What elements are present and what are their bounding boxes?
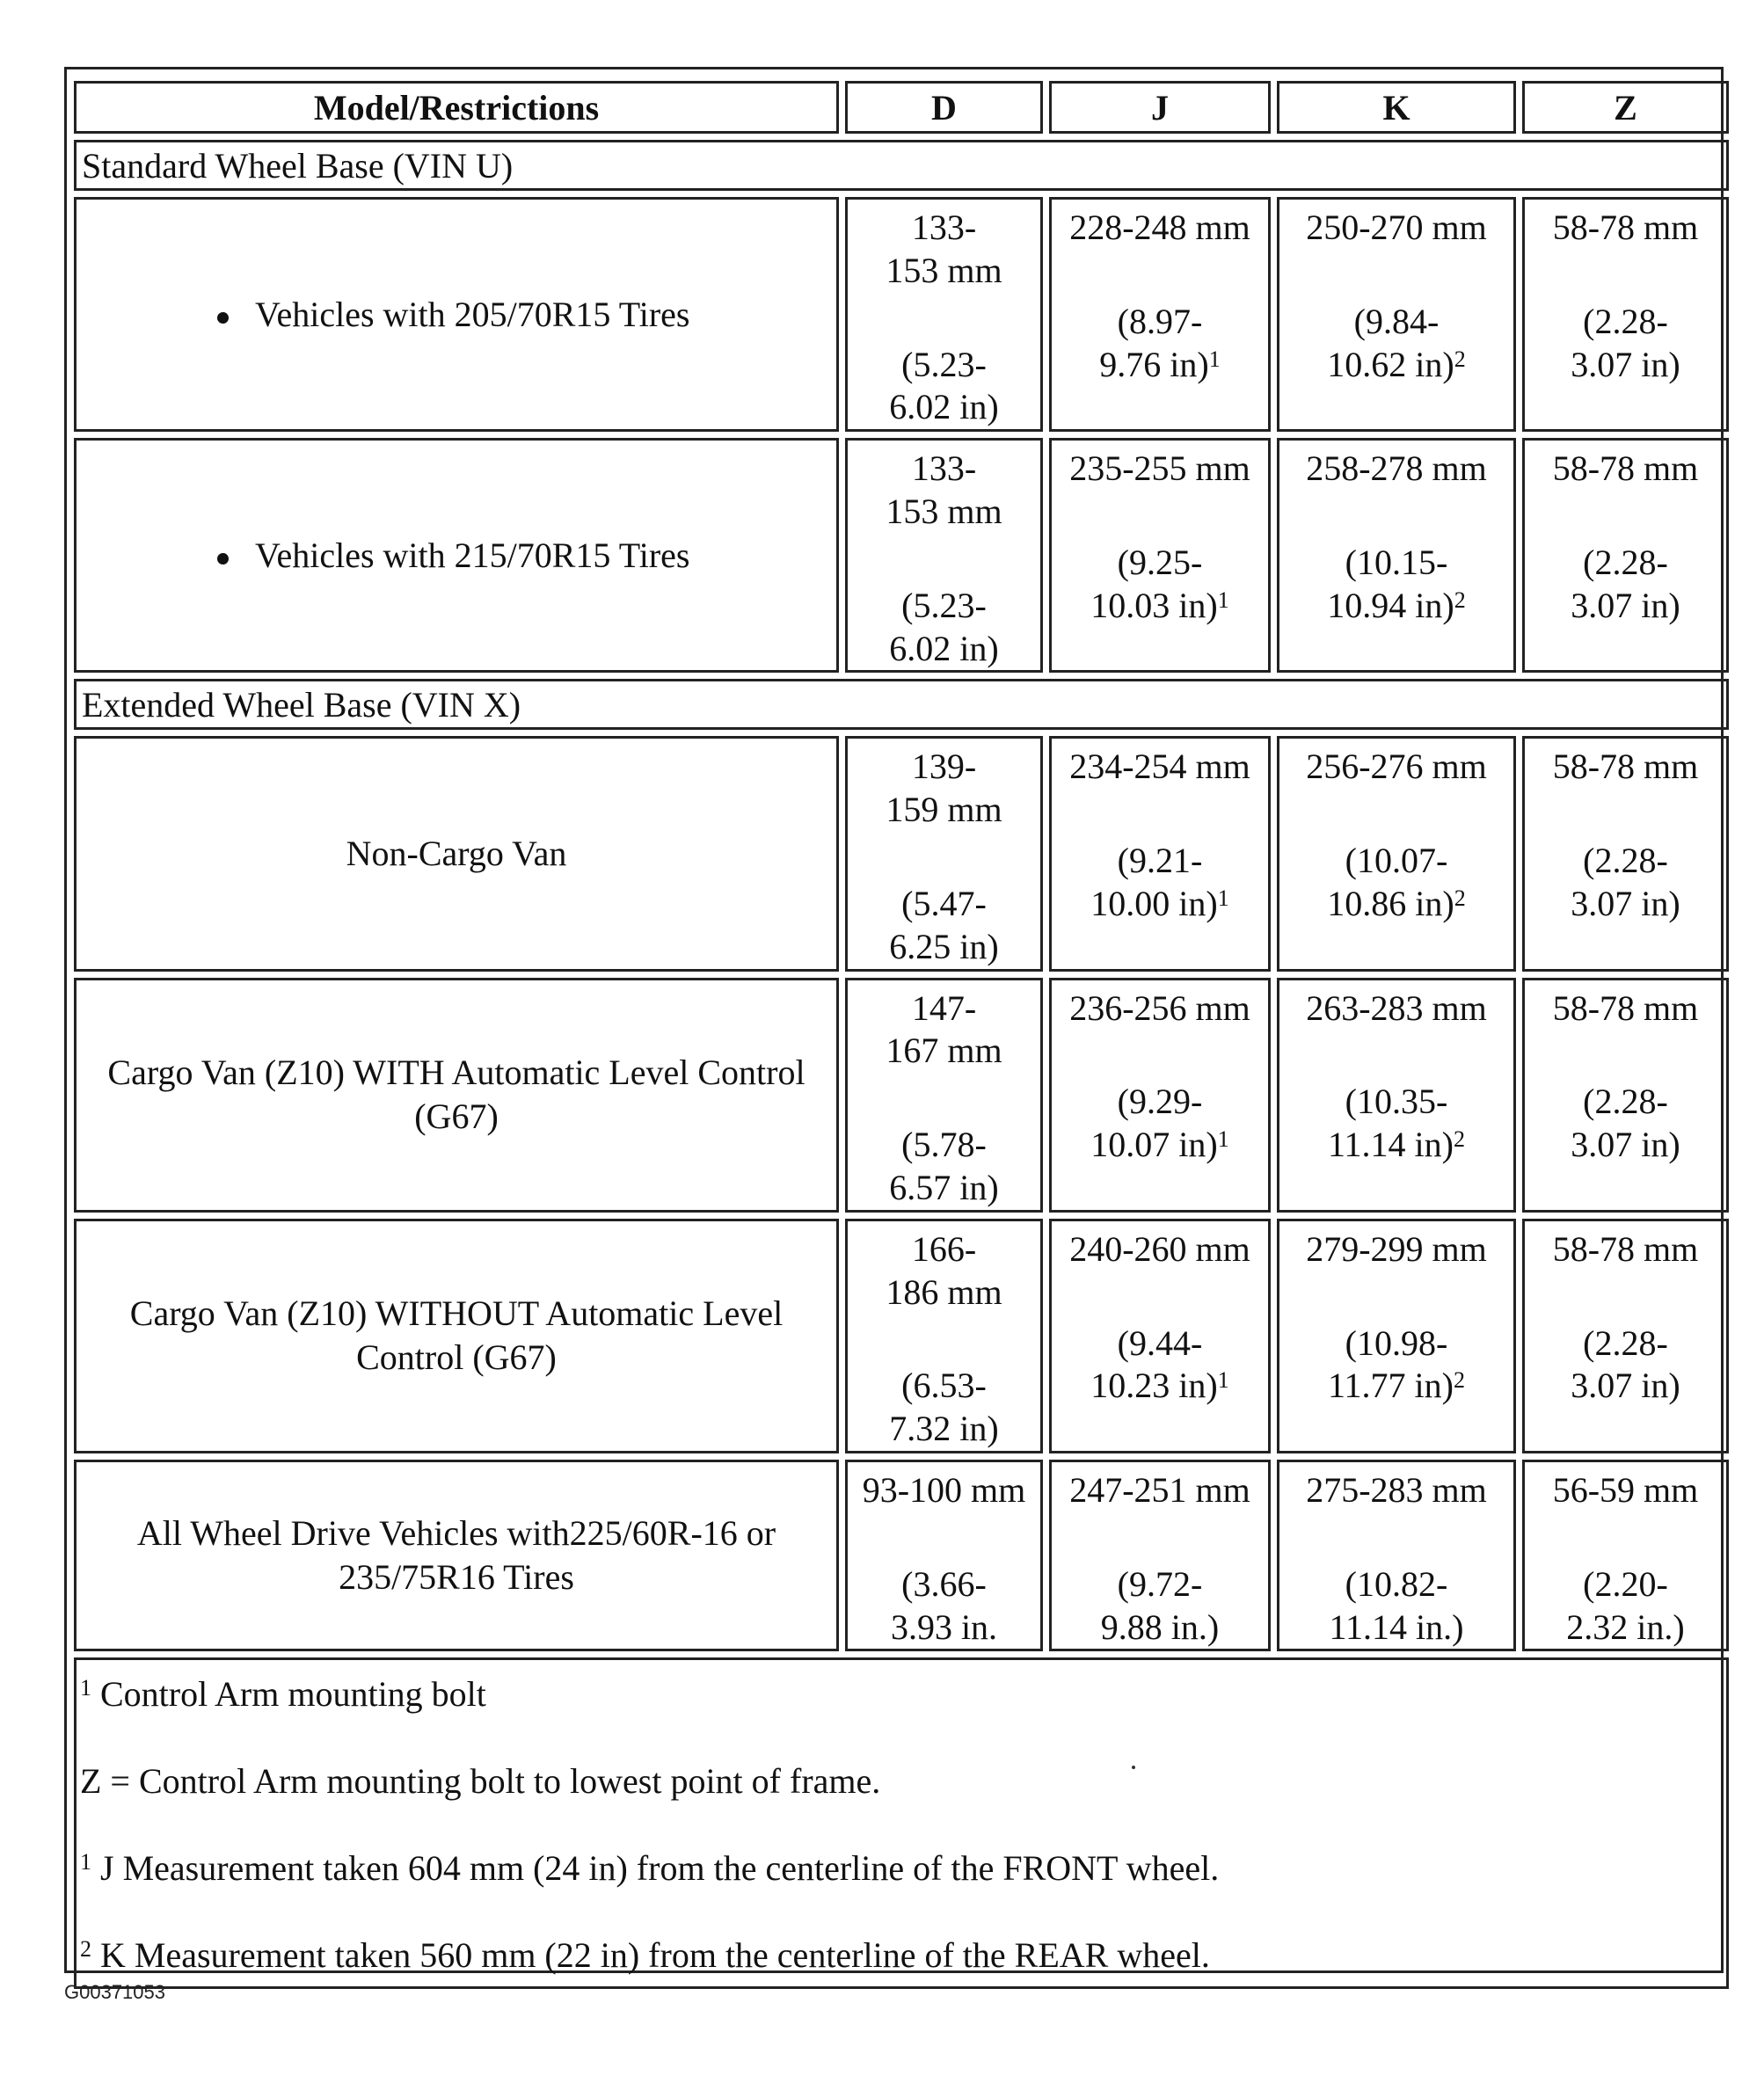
value-inch: (2.28- 3.07 in): [1571, 301, 1680, 384]
table-body: [74, 140, 1729, 1651]
model-label: Non-Cargo Van: [346, 833, 567, 873]
value-inch: (10.35- 11.14 in)$^2$: [1328, 1082, 1465, 1165]
footnote-marker: 1: [80, 1849, 91, 1876]
value-mm: 58-78 mm: [1552, 747, 1699, 787]
value-cell-k: [1277, 978, 1516, 1213]
notes-row: [74, 1657, 1729, 1989]
table-row: [74, 1460, 1729, 1651]
value-mm: 133- 153 mm: [886, 448, 1002, 531]
value-cell-j: [1049, 978, 1271, 1213]
value-mm: 235-255 mm: [1069, 448, 1250, 489]
value-mm: 250-270 mm: [1306, 208, 1487, 247]
value-cell-j: [1049, 1460, 1271, 1651]
value-cell-d: [845, 1460, 1043, 1651]
value-mm: 263-283 mm: [1306, 987, 1487, 1028]
header-col-d: D: [845, 81, 1043, 134]
footnote-ref: 2: [1453, 1367, 1465, 1394]
table-row: [74, 1219, 1729, 1453]
value-mm: 236-256 mm: [1069, 987, 1250, 1028]
footnote: [80, 1759, 1719, 1803]
value-cell-k: [1277, 736, 1516, 971]
value-inch: (5.23- 6.02 in): [889, 585, 999, 668]
value-inch: (5.23- 6.02 in): [889, 344, 999, 427]
value-cell-d: [845, 197, 1043, 432]
model-cell: [74, 736, 839, 971]
footnote-text: Control Arm mounting bolt: [91, 1674, 486, 1715]
value-mm: 240-260 mm: [1069, 1228, 1250, 1269]
value-inch: (5.78- 6.57 in): [889, 1125, 999, 1207]
footnote-ref: 2: [1453, 1126, 1465, 1153]
value-inch: (10.82- 11.14 in.): [1329, 1563, 1464, 1647]
footnote-text: Z = Control Arm mounting bolt to lowest point of frame.: [80, 1761, 881, 1802]
value-inch: (9.84- 10.62 in)$^2$: [1327, 301, 1466, 384]
value-mm: 166- 186 mm: [886, 1228, 1002, 1312]
value-cell-k: [1277, 1219, 1516, 1453]
section-row: [74, 140, 1729, 191]
value-mm: 258-278 mm: [1306, 448, 1487, 489]
value-inch: (9.72- 9.88 in.): [1100, 1563, 1220, 1647]
value-inch: (2.20- 2.32 in.): [1566, 1563, 1685, 1647]
value-mm: 256-276 mm: [1306, 747, 1487, 787]
model-cell: [74, 197, 839, 432]
section-title: Extended Wheel Base (VIN X): [74, 679, 1729, 730]
model-label: Cargo Van (Z10) WITHOUT Automatic Level Control (G67): [129, 1293, 784, 1378]
header-row: [74, 81, 1729, 134]
footnote: [80, 1847, 1719, 1890]
value-mm: 58-78 mm: [1552, 448, 1699, 489]
footnote-ref: 1: [1217, 1126, 1229, 1153]
bullet-icon: [217, 553, 229, 565]
table-row: [74, 438, 1729, 673]
figure-id: G00371053: [64, 1981, 165, 2003]
value-cell-j: [1049, 736, 1271, 971]
footnote-ref: 1: [1208, 346, 1221, 372]
table-row: [74, 197, 1729, 432]
value-cell-d: [845, 736, 1043, 971]
model-cell: [74, 1460, 839, 1651]
model-cell: [74, 1219, 839, 1453]
model-label: Cargo Van (Z10) WITH Automatic Level Control (G67): [107, 1053, 805, 1137]
value-inch: (10.15- 10.94 in)$^2$: [1327, 542, 1466, 625]
model-cell: [74, 438, 839, 673]
value-mm: 58-78 mm: [1552, 1228, 1699, 1269]
value-inch: (5.47- 6.25 in): [889, 883, 999, 966]
value-cell-d: [845, 1219, 1043, 1453]
value-mm: 133- 153 mm: [886, 208, 1002, 290]
footnote-marker: 1: [80, 1675, 91, 1701]
footnote-ref: 2: [1454, 346, 1466, 372]
header-model: Model/Restrictions: [74, 81, 839, 134]
value-inch: (2.28- 3.07 in): [1571, 542, 1680, 625]
value-mm: 279-299 mm: [1306, 1228, 1487, 1269]
footnote-text: K Measurement taken 560 mm (22 in) from the centerline of the REAR wheel.: [91, 1935, 1210, 1976]
footnote-ref: 1: [1217, 586, 1229, 613]
value-inch: (10.98- 11.77 in)$^2$: [1328, 1322, 1465, 1406]
value-inch: (9.21- 10.00 in)$^1$: [1090, 841, 1229, 923]
value-mm: 58-78 mm: [1552, 987, 1699, 1028]
table-row: [74, 978, 1729, 1213]
value-cell-d: [845, 438, 1043, 673]
value-mm: 247-251 mm: [1069, 1469, 1250, 1510]
value-inch: (8.97- 9.76 in)$^1$: [1099, 301, 1221, 384]
footnote-text: J Measurement taken 604 mm (24 in) from the centerline of the FRONT wheel.: [91, 1848, 1220, 1889]
footnote-marker: 2: [80, 1936, 91, 1963]
spec-table-frame: [64, 67, 1724, 1976]
footnote-ref: 1: [1217, 885, 1229, 911]
model-label: Vehicles with 215/70R15 Tires: [255, 535, 690, 575]
value-inch: (6.53- 7.32 in): [889, 1366, 999, 1449]
model-cell: [74, 978, 839, 1213]
model-label: All Wheel Drive Vehicles with225/60R-16 or 235/75R16 Tires: [136, 1513, 776, 1598]
value-cell-d: [845, 978, 1043, 1213]
model-label: Vehicles with 205/70R15 Tires: [255, 294, 690, 334]
value-inch: (2.28- 3.07 in): [1571, 1322, 1680, 1406]
value-inch: (9.29- 10.07 in)$^1$: [1090, 1082, 1229, 1165]
value-inch: (3.66- 3.93 in.: [890, 1563, 998, 1647]
bullet-icon: [217, 312, 229, 324]
scan-speck: [1132, 1766, 1135, 1769]
value-cell-z: [1522, 1460, 1729, 1651]
footnote: [80, 1934, 1719, 1978]
ride-height-table: [74, 75, 1729, 1995]
value-cell-z: [1522, 736, 1729, 971]
footnote-ref: 2: [1454, 586, 1466, 613]
value-mm: 234-254 mm: [1069, 747, 1250, 787]
footnote: [80, 1672, 1719, 1716]
value-cell-z: [1522, 1219, 1729, 1453]
value-inch: (2.28- 3.07 in): [1571, 1082, 1680, 1165]
value-mm: 147- 167 mm: [886, 987, 1002, 1071]
value-inch: (9.25- 10.03 in)$^1$: [1090, 542, 1229, 625]
value-cell-j: [1049, 438, 1271, 673]
section-title: Standard Wheel Base (VIN U): [74, 140, 1729, 191]
value-cell-k: [1277, 1460, 1516, 1651]
header-col-z: Z: [1522, 81, 1729, 134]
value-mm: 56-59 mm: [1552, 1469, 1699, 1510]
value-cell-z: [1522, 438, 1729, 673]
section-row: [74, 679, 1729, 730]
value-mm: 275-283 mm: [1306, 1469, 1487, 1510]
header-col-j: J: [1049, 81, 1271, 134]
footnote-ref: 2: [1454, 885, 1466, 911]
value-cell-z: [1522, 978, 1729, 1213]
value-mm: 93-100 mm: [862, 1469, 1026, 1510]
footnotes: [74, 1657, 1729, 1989]
value-cell-z: [1522, 197, 1729, 432]
value-cell-k: [1277, 197, 1516, 432]
value-mm: 228-248 mm: [1069, 208, 1250, 247]
value-cell-j: [1049, 197, 1271, 432]
value-mm: 58-78 mm: [1552, 208, 1699, 247]
table-row: [74, 736, 1729, 971]
header-col-k: K: [1277, 81, 1516, 134]
footnote-ref: 1: [1217, 1367, 1229, 1394]
value-cell-j: [1049, 1219, 1271, 1453]
value-mm: 139- 159 mm: [886, 747, 1002, 830]
value-inch: (10.07- 10.86 in)$^2$: [1327, 841, 1466, 923]
value-inch: (2.28- 3.07 in): [1571, 841, 1680, 923]
value-cell-k: [1277, 438, 1516, 673]
value-inch: (9.44- 10.23 in)$^1$: [1090, 1322, 1229, 1406]
